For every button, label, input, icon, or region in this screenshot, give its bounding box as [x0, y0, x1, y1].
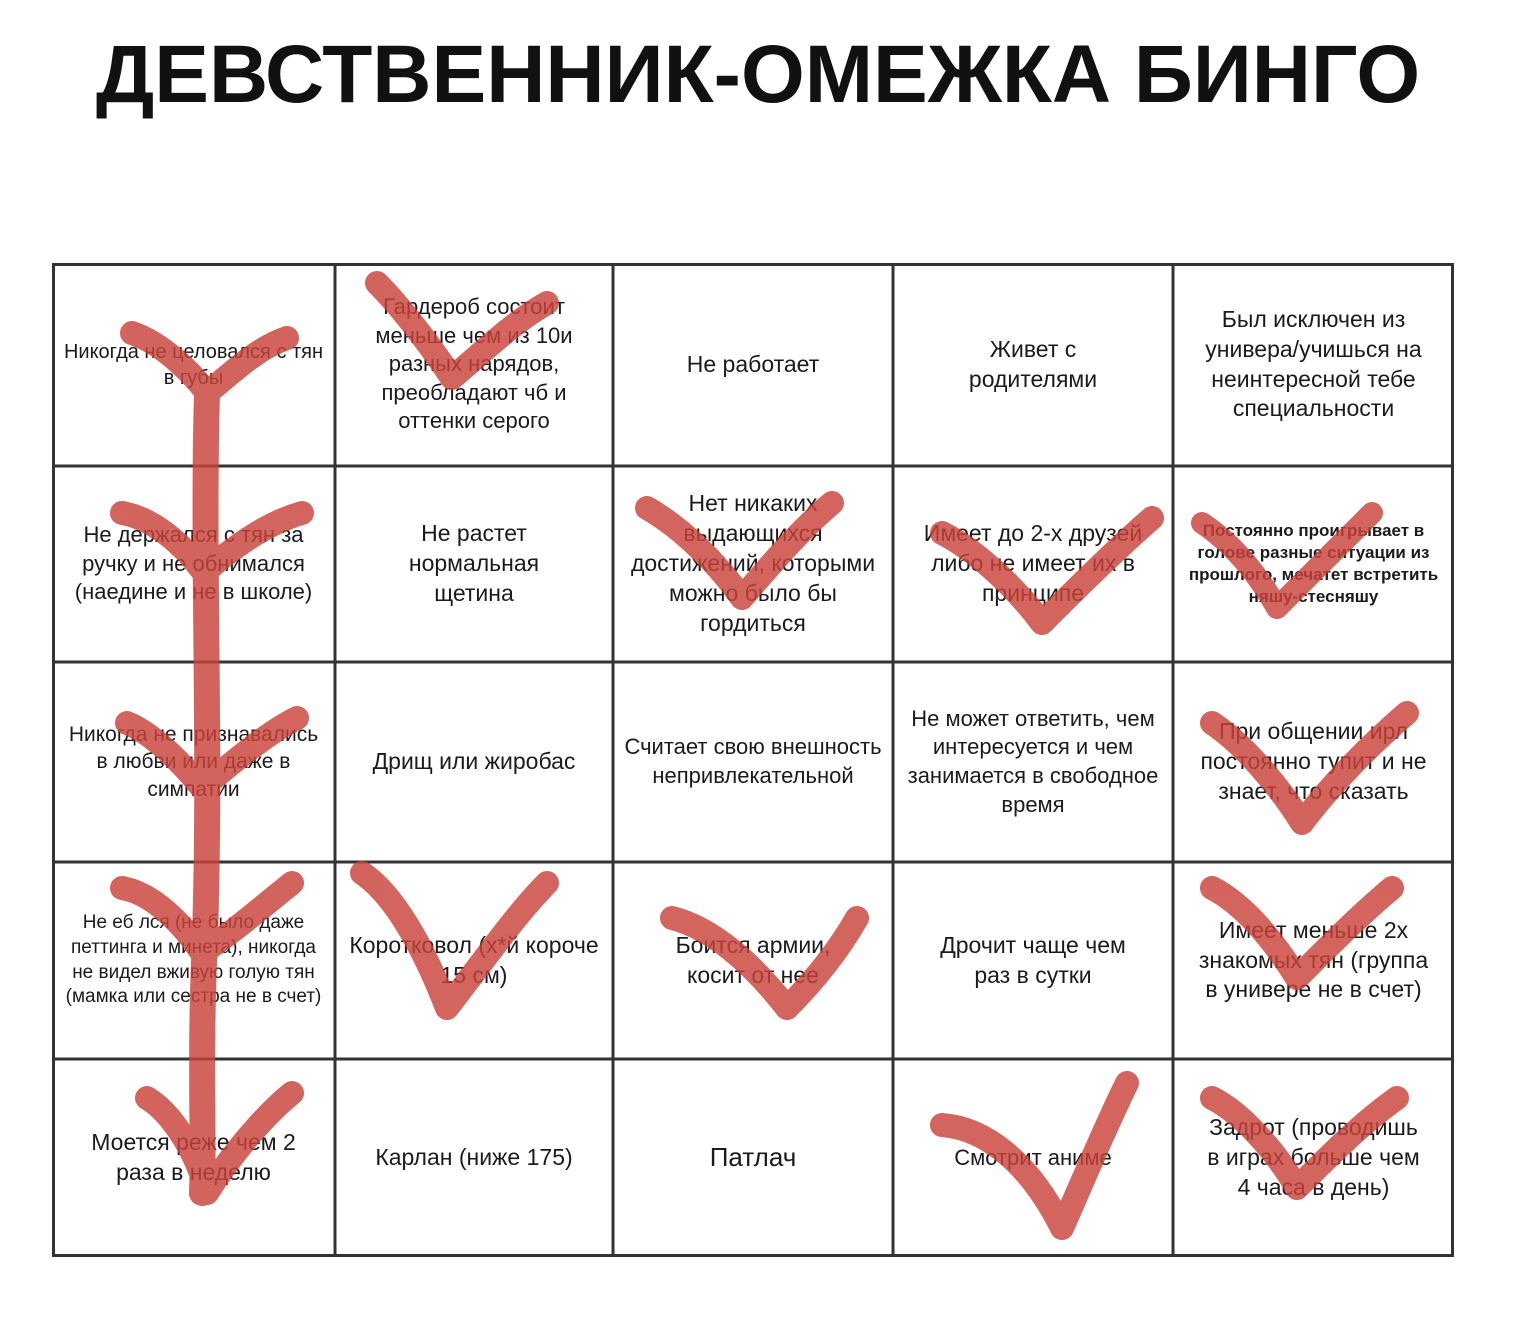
bingo-cell: Боится армии, косит от нее — [675, 931, 831, 988]
bingo-cell: Не держался с тян за ручку и не обнимался (наедине и не в школе) — [74, 522, 313, 605]
bingo-cell: Смотрит аниме — [954, 1144, 1112, 1170]
bingo-cell: Живет с родителями — [968, 335, 1098, 392]
bingo-cell: Не может ответить, чем интересуется и чем занимается в свободное время — [907, 705, 1159, 817]
bingo-cell: При общении ирл постоянно тупит и не знает, что сказать — [1200, 718, 1427, 804]
bingo-cell: Не растет нормальная щетина — [408, 520, 540, 606]
bingo-cell: Имеет меньше 2х знакомых тян (группа в универе не в счет) — [1198, 916, 1429, 1003]
bingo-cell: Имеет до 2-х друзей либо не имеет их в принципе — [923, 520, 1143, 606]
bingo-cell: Патлач — [709, 1142, 797, 1173]
bingo-cell: Постоянно проигрывает в голове разные ситуации из прошлого, мечатет встретить няшу-стесняшу — [1188, 520, 1439, 607]
bingo-board — [52, 263, 1454, 1257]
page-title: ДЕВСТВЕННИК-ОМЕЖКА БИНГО — [95, 29, 1421, 120]
bingo-cell: Никогда не целовался с тян в губы — [63, 340, 324, 389]
bingo-cell: Был исключен из универа/учишься на неинтересной тебе специальности — [1205, 305, 1422, 422]
bingo-cell: Нет никаких выдающихся достижений, которыми можно было бы гордиться — [630, 490, 876, 636]
bingo-cell: Считает свою внешность непривлекательной — [624, 734, 882, 788]
bingo-cell: Дрищ или жиробас — [372, 748, 576, 775]
bingo-cell: Гардероб состоит меньше чем из 10и разных нарядов, преобладают чб и оттенки серого — [375, 294, 573, 434]
bingo-cell: Карлан (ниже 175) — [375, 1144, 573, 1171]
bingo-cell: Никогда не признавались в любви или даже в симпатии — [68, 723, 319, 801]
bingo-cell: Задрот (проводишь в играх больше чем 4 часа в день) — [1207, 1114, 1420, 1200]
bingo-cell: Не еб лся (не было даже петтинга и минета), никогда не видел вживую голую тян (мамка или сестра не в счет) — [65, 912, 322, 1008]
bingo-cell: Дрочит чаще чем раз в сутки — [940, 931, 1126, 988]
bingo-cell: Не работает — [686, 350, 820, 377]
bingo-cell: Коротковол (х*й короче 15 см) — [349, 931, 599, 988]
bingo-cell: Моется реже чем 2 раза в неделю — [91, 1129, 296, 1185]
